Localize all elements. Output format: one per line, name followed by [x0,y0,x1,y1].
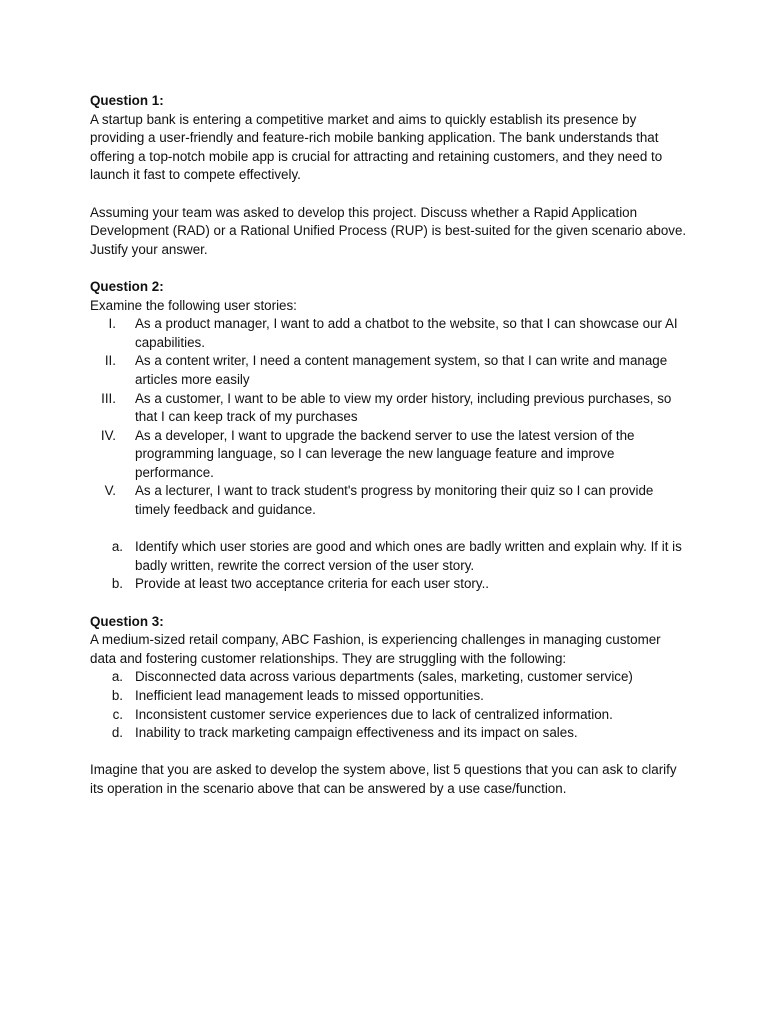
spacer [90,594,690,613]
spacer [90,520,690,539]
list-marker: I. [108,316,116,332]
list-marker: d. [111,725,123,741]
list-item [90,687,690,706]
question-2-title: Question 2: [90,278,164,294]
list-marker: III. [101,390,116,406]
question-3-title: Question 3: [90,613,164,629]
list-marker: IV. [100,427,116,443]
question-3-task: Imagine that you are asked to develop the system above, list 5 questions that you can ask to clarify its operation in the scenario above that can be answered by a use case/function. [90,762,677,796]
list-marker: II. [104,353,116,369]
issue-text: Inability to track marketing campaign effectiveness and its impact on sales. [135,725,578,741]
spacer [90,185,690,204]
issue-text: Inefficient lead management leads to missed opportunities. [135,688,484,703]
question-1-title: Question 1: [90,93,164,108]
question-2-intro: Examine the following user stories: [90,297,297,313]
question-1-task: Assuming your team was asked to develop this project. Discuss whether a Rapid Application Development (RAD) or a Rational Unified Process (RUP) is best-suited for the given scenario above. Justify your answer. [90,204,687,257]
list-marker: V. [104,483,116,499]
user-stories-list [90,315,690,520]
user-story-text: As a content writer, I need a content management system, so that I can write and manage articles more easily [135,353,668,387]
question-1-scenario: A startup bank is entering a competitive market and aims to quickly establish its presence by providing a user-friendly and feature-rich mobile banking application. The bank understands that offering a top-notch mobile app is crucial for attracting and retaining customers, and they need to launch it fast to compete effectively. [90,111,663,183]
list-marker: b. [111,576,123,592]
list-item [90,668,690,687]
user-story-text: As a customer, I want to be able to view my order history, including previous purchases, so that I can keep track of my purchases [135,390,672,425]
issue-text: Inconsistent customer service experiences due to lack of centralized information. [135,706,613,722]
list-marker: b. [111,688,123,703]
user-story-text: As a lecturer, I want to track student's progress by monitoring their quiz so I can provide timely feedback and guidance. [135,483,654,518]
list-marker: c. [112,706,123,722]
spacer [90,259,690,278]
document-content [90,92,690,799]
list-item [90,482,690,519]
user-story-text: As a developer, I want to upgrade the backend server to use the latest version of the programming language, so I can leverage the new language feature and improve performance. [135,427,635,480]
list-marker: a. [111,539,123,555]
list-item [90,427,690,483]
user-story-text: As a product manager, I want to add a chatbot to the website, so that I can showcase our AI capabilities. [135,316,678,350]
list-item [90,390,690,427]
question-3-intro: A medium-sized retail company, ABC Fashion, is experiencing challenges in managing customer data and fostering customer relationships. They are struggling with the following: [90,632,661,666]
task-text: Identify which user stories are good and which ones are badly written and explain why. If it is badly written, rewrite the correct version of the user story. [135,539,682,573]
list-marker: a. [111,669,123,685]
list-item [90,538,690,575]
list-item [90,352,690,389]
list-item [90,315,690,352]
list-item [90,724,690,743]
issue-text: Disconnected data across various departments (sales, marketing, customer service) [135,669,633,685]
spacer [90,743,690,762]
question-2-tasks-list [90,538,690,594]
list-item [90,706,690,725]
issues-list [90,668,690,742]
list-item [90,575,690,594]
task-text: Provide at least two acceptance criteria for each user story.. [135,576,490,592]
